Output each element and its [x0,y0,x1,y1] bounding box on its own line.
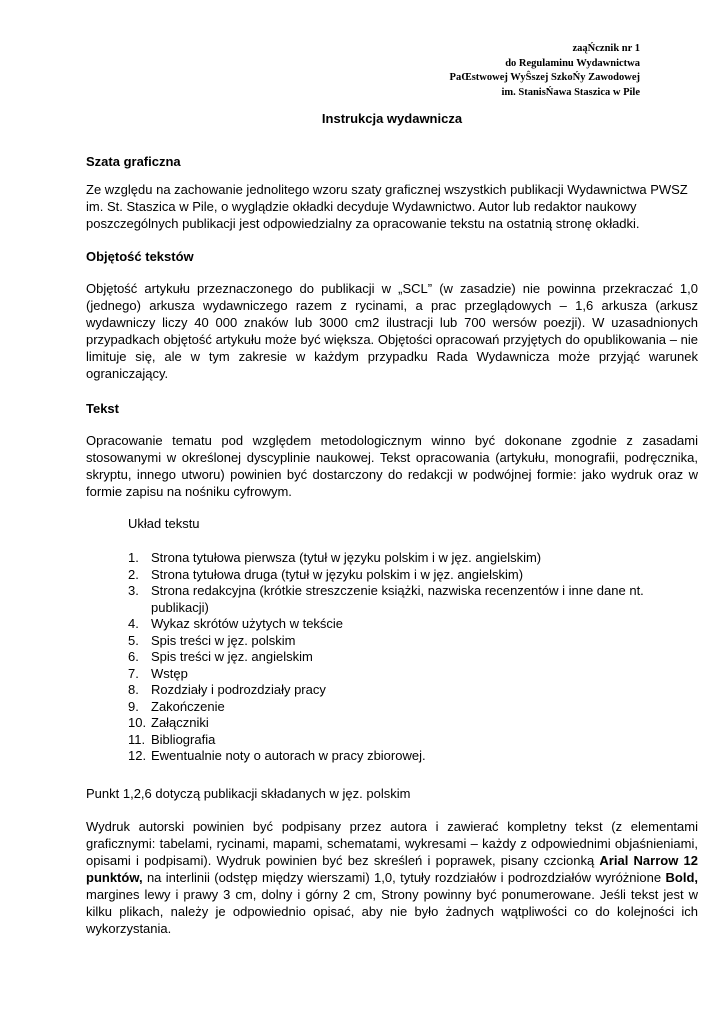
list-item-text: Strona tytułowa pierwsza (tytuł w języku polskim i w jęz. angielskim) [151,550,542,565]
list-item-number: 8. [128,682,139,697]
header-line-4: im. StanisŃawa Staszica w Pile [501,86,640,98]
wydruk-text-1: Wydruk autorski powinien być podpisany przez autora i zawierać kompletny tekst (z elementami graficznymi: tabelami, rycinami, mapami, schematami, wykresami – każdy z odpowiednimi objaśnieniami, opisami i podpisami). Wydruk powinien być bez skreśleń i poprawek, pisany czcionką [86,819,698,868]
list-item-number: 5. [128,632,139,648]
list-item-number: 11. [128,731,146,747]
wydruk-font-bold: Arial Narrow 12 punktów, [86,853,698,885]
paragraph-tekst: Opracowanie tematu pod względem metodologicznym winno być dokonane zgodnie z zasadami stosowanymi w określonej dyscyplinie naukowej. Tekst opracowania (artykułu, monografii, podręcznika, skryptu, innego utworu) powinien być dostarczony do redakcji w podwójnej formie: jako wydruk oraz w formie zapisu na nośniku cyfrowym. [86,433,698,499]
list-item-number: 4. [128,616,139,631]
list-item-number: 10. [128,715,147,730]
list-item-number: 9. [128,698,139,714]
heading-objetosc-tekstow: Objętość tekstów [86,249,194,264]
list-item-number: 1. [128,550,139,565]
uklad-tekstu-list [128,550,648,765]
list-item [128,715,648,732]
list-item-number: 2. [128,566,139,582]
list-item-text: Wykaz skrótów użytych w tekście [151,616,344,631]
wydruk-text-2: na interlinii (odstęp między wierszami) 1,0, tytuły rozdziałów i podrozdziałów wyróżnione [142,870,666,885]
list-item [128,583,648,616]
list-item-number: 3. [128,583,139,598]
paragraph-objetosc-tekstow: Objętość artykułu przeznaczonego do publikacji w „SCL” (w zasadzie) nie powinna przekraczać 1,0 (jednego) arkusza wydawniczego razem z rycinami, a prac przeglądowych – 1,6 arkusza (arkusz wydawniczy liczy 40 000 znaków lub 3000 cm2 ilustracji lub 700 wersów poezji). W uzasadnionych przypadkach objętość artykułu może być większa. Objętości opracowań przyjętych do opublikowania – nie limituje się, ale w tym zakresie w każdym przypadku Rada Wydawnicza może przyjąć warunek ograniczający. [86,281,698,381]
paragraph-punkt: Punkt 1,2,6 dotyczą publikacji składanych w jęz. polskim [86,786,411,801]
list-item-text: Spis treści w jęz. angielskim [151,649,313,664]
list-item-text: Bibliografia [151,731,216,747]
list-item-text: Ewentualnie noty o autorach w pracy zbiorowej. [151,748,426,763]
paragraph-wydruk [86,818,698,937]
list-item [128,732,648,749]
heading-tekst: Tekst [86,401,119,416]
list-item [128,666,648,683]
header-line-1: zaąŃcznik nr 1 [572,43,640,54]
list-item [128,567,648,584]
list-item-text: Wstęp [151,665,188,681]
list-item-text: Spis treści w jęz. polskim [151,632,296,648]
list-item-text: Strona tytułowa druga (tytuł w języku polskim i w jęz. angielskim) [151,566,524,582]
header-line-3: PaŒstwowej WyŜszej SzkoŃy Zawodowej [449,72,640,83]
header-line-2: do Regulaminu Wydawnictwa [505,57,640,69]
list-item [128,748,648,765]
list-item-text: Zakończenie [151,698,225,714]
heading-szata-graficzna: Szata graficzna [86,154,181,169]
wydruk-text-3: margines lewy i prawy 3 cm, dolny i górny 2 cm, Strony powinny być ponumerowane. Jeśli tekst jest w kilku plikach, należy je odpowiednio opisać, aby nie było żadnych wątpliwości co do kolejności ich wykorzystania. [86,887,698,936]
list-item-number: 12. [128,748,147,763]
list-item [128,699,648,716]
list-item-text: Rozdziały i podrozdziały pracy [151,682,326,697]
list-item [128,649,648,666]
list-item-number: 7. [128,665,139,681]
wydruk-bold-label: Bold, [665,870,698,885]
list-item [128,616,648,633]
list-item [128,550,648,567]
heading-uklad-tekstu: Układ tekstu [128,516,200,531]
attachment-header [450,42,640,100]
list-item [128,682,648,699]
list-item-text: Załączniki [151,715,209,730]
list-item-text: Strona redakcyjna (krótkie streszczenie książki, nazwiska recenzentów i inne dane nt. publikacji) [151,583,644,615]
document-title: Instrukcja wydawnicza [321,111,463,126]
paragraph-szata-graficzna: Ze względu na zachowanie jednolitego wzoru szaty graficznej wszystkich publikacji Wydawnictwa PWSZ im. St. Staszica w Pile, o wyglądzie okładki decyduje Wydawnictwo. Autor lub redaktor naukowy poszczególnych publikacji jest odpowiedzialny za opracowanie tekstu na ostatnią stronę okładki. [86,182,688,231]
list-item [128,633,648,650]
list-item-number: 6. [128,649,139,664]
